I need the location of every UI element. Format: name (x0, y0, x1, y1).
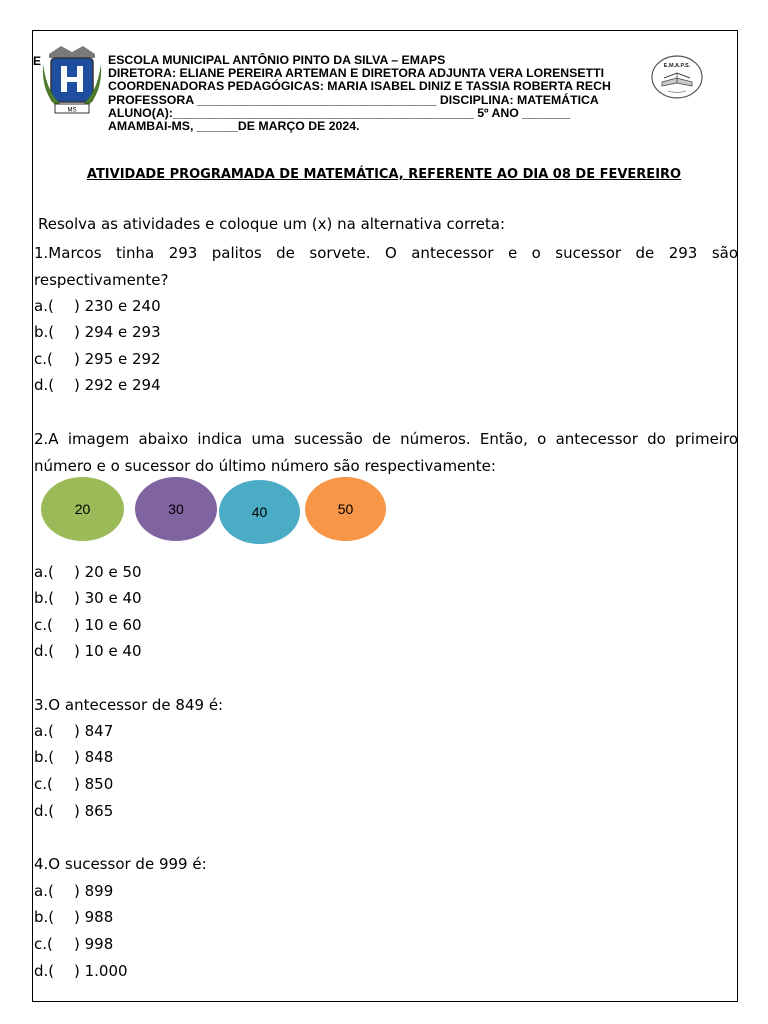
header-date-line: AMAMBAI-MS, ______DE MARÇO DE 2024. (108, 119, 360, 134)
q1-option-b[interactable]: b.( ) 294 e 293 (34, 323, 161, 341)
q3-text: 3.O antecessor de 849 é: (34, 696, 224, 714)
svg-text:E.M.A.P.S.: E.M.A.P.S. (663, 63, 691, 69)
q4-option-b[interactable]: b.( ) 988 (34, 908, 114, 926)
q1-option-a[interactable]: a.( ) 230 e 240 (34, 297, 161, 315)
q4-option-d[interactable]: d.( ) 1.000 (34, 962, 128, 980)
q4-text: 4.O sucessor de 999 é: (34, 855, 207, 873)
page-title: ATIVIDADE PROGRAMADA DE MATEMÁTICA, REFERENTE AO DIA 08 DE FEVEREIRO (86, 167, 682, 182)
q2-option-b[interactable]: b.( ) 30 e 40 (34, 589, 142, 607)
svg-text:MS: MS (67, 107, 77, 114)
q4-option-a[interactable]: a.( ) 899 (34, 882, 114, 900)
instructions: Resolva as atividades e coloque um (x) na alternativa correta: (38, 215, 506, 233)
q1-option-d[interactable]: d.( ) 292 e 294 (34, 376, 161, 394)
number-bubble-20: 20 (41, 477, 124, 541)
header-student-line: ALUNO(A):____________________________________________ 5º ANO _______ (108, 105, 571, 120)
q3-option-b[interactable]: b.( ) 848 (34, 748, 114, 766)
q2-text-line1: 2.A imagem abaixo indica uma sucessão de números. Então, o antecessor do primeiro (34, 430, 738, 448)
q3-option-a[interactable]: a.( ) 847 (34, 722, 114, 740)
q3-option-c[interactable]: c.( ) 850 (34, 775, 114, 793)
q2-option-d[interactable]: d.( ) 10 e 40 (34, 642, 142, 660)
school-header (108, 54, 648, 133)
number-bubble-30: 30 (135, 477, 217, 541)
municipal-crest-icon (41, 44, 103, 116)
q1-option-c[interactable]: c.( ) 295 e 292 (34, 350, 161, 368)
q2-option-a[interactable]: a.( ) 20 e 50 (34, 563, 142, 581)
q2-option-c[interactable]: c.( ) 10 e 60 (34, 616, 142, 634)
q1-text-line2: respectivamente? (34, 271, 169, 289)
q4-option-c[interactable]: c.( ) 998 (34, 935, 114, 953)
stray-letter: E (33, 54, 42, 68)
school-seal-icon (650, 54, 704, 100)
header-school-name: ESCOLA MUNICIPAL ANTÔNIO PINTO DA SILVA – EMAPS (108, 53, 446, 67)
number-bubble-50: 50 (305, 477, 386, 541)
q1-text-line1: 1.Marcos tinha 293 palitos de sorvete. O antecessor e o sucessor de 293 são (34, 244, 738, 262)
q2-text-line2: número e o sucessor do último número são respectivamente: (34, 457, 496, 475)
header-coordinators: COORDENADORAS PEDAGÓGICAS: MARIA ISABEL DINIZ E TASSIA ROBERTA RECH (108, 79, 611, 94)
header-directors: DIRETORA: ELIANE PEREIRA ARTEMAN E DIRETORA ADJUNTA VERA LORENSETTI (108, 66, 604, 81)
q3-option-d[interactable]: d.( ) 865 (34, 802, 114, 820)
number-bubble-40: 40 (219, 480, 300, 544)
header-teacher-line: PROFESSORA ___________________________________ DISCIPLINA: MATEMÁTICA (108, 92, 599, 107)
